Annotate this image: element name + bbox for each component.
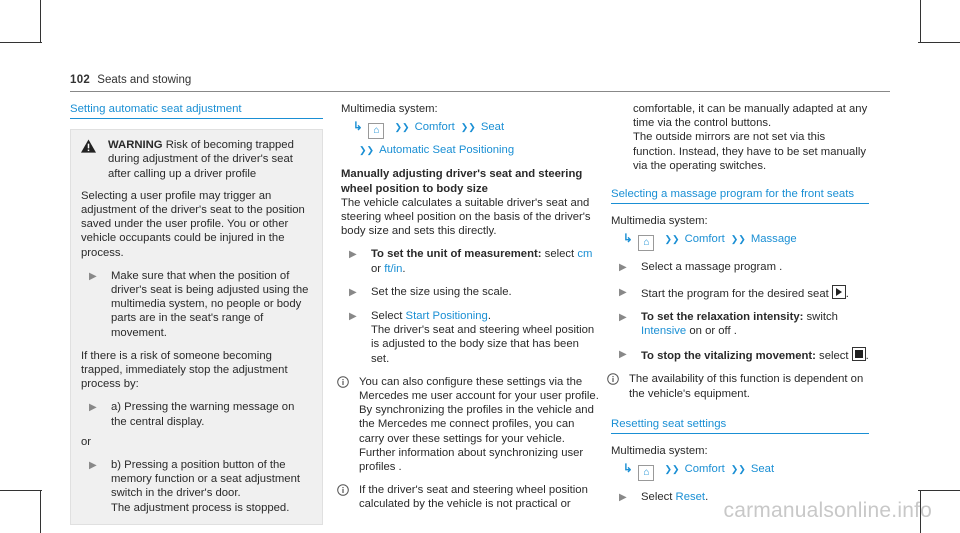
list-item: ▶ To stop the vitalizing movement: select . bbox=[611, 347, 869, 363]
step-arrow-icon: ▶ bbox=[619, 262, 627, 274]
menu-path bbox=[341, 120, 599, 139]
system-label: Multimedia system: bbox=[611, 215, 708, 228]
step-text: on or off . bbox=[689, 325, 737, 338]
system-label: Multimedia system: bbox=[341, 103, 438, 115]
option-cm: cm bbox=[577, 248, 593, 261]
menu-comfort: Comfort bbox=[684, 463, 725, 476]
crop-mark bbox=[918, 42, 960, 43]
double-chevron-icon: ❯❯ bbox=[359, 145, 375, 156]
body-text: comfortable, it can be manually adapted at any time via the control buttons. bbox=[633, 103, 868, 130]
step-text: select bbox=[544, 248, 575, 261]
menu-comfort: Comfort bbox=[414, 121, 455, 134]
menu-path bbox=[611, 462, 869, 481]
watermark: carmanualsonline.info bbox=[723, 499, 932, 522]
crop-mark bbox=[40, 0, 41, 42]
step-text: Make sure that when the position of driver's seat is being adjusted using the multimedia system, no people or body parts are in the seat's range of movement. bbox=[111, 269, 309, 339]
option-ft-in: ft/in bbox=[384, 262, 403, 275]
step-arrow-icon: ▶ bbox=[89, 402, 97, 414]
step-arrow-icon: ▶ bbox=[349, 249, 357, 261]
system-label: Multimedia system: bbox=[611, 445, 708, 458]
warning-para: If there is a risk of someone becoming trapped, immediately stop the adjustment process by: bbox=[81, 349, 288, 391]
list-item: ▶ Start the program for the desired seat . bbox=[611, 285, 869, 301]
home-icon: ⌂ bbox=[638, 465, 654, 481]
header-rule bbox=[70, 91, 890, 92]
list-item bbox=[341, 285, 599, 300]
page-number: 102 bbox=[70, 74, 91, 86]
column-3 bbox=[611, 102, 869, 505]
info-icon bbox=[607, 372, 623, 400]
option-reset: Reset bbox=[675, 491, 706, 504]
step-arrow-icon: ▶ bbox=[619, 286, 627, 298]
list-item bbox=[611, 260, 869, 275]
turn-arrow-icon: ↳ bbox=[353, 121, 363, 134]
info-icon bbox=[337, 483, 353, 511]
punct: . bbox=[487, 310, 491, 323]
body-text: The outside mirrors are not set via this function. Instead, they have to be set manually via the operating switches. bbox=[633, 131, 866, 172]
step-text: select bbox=[819, 350, 849, 363]
play-button-icon bbox=[832, 285, 846, 299]
menu-massage: Massage bbox=[750, 233, 797, 246]
column-1 bbox=[70, 102, 323, 525]
menu-seat: Seat bbox=[750, 463, 775, 476]
info-icon bbox=[337, 375, 353, 474]
double-chevron-icon: ❯❯ bbox=[664, 464, 680, 475]
option-start-positioning: Start Positioning bbox=[405, 310, 488, 323]
home-icon: ⌂ bbox=[368, 123, 384, 139]
note bbox=[337, 375, 599, 474]
list-item bbox=[341, 247, 599, 275]
list-item bbox=[81, 400, 312, 428]
menu-comfort: Comfort bbox=[684, 233, 725, 246]
note bbox=[607, 372, 869, 400]
step-text: Select bbox=[641, 491, 673, 504]
or-text: or bbox=[81, 435, 92, 448]
turn-arrow-icon: ↳ bbox=[623, 463, 633, 476]
warning-label: WARNING bbox=[108, 139, 163, 152]
step-text: b) Pressing a position button of the memory function or a seat adjustment switch in the driver's door. bbox=[111, 459, 300, 500]
punct: . bbox=[705, 491, 709, 504]
crop-mark bbox=[0, 42, 42, 43]
home-icon: ⌂ bbox=[638, 235, 654, 251]
step-arrow-icon: ▶ bbox=[89, 270, 97, 282]
step-text: Select a massage program . bbox=[641, 261, 783, 274]
crop-mark bbox=[40, 490, 41, 533]
note-text: If the driver's seat and steering wheel position calculated by the vehicle is not practical or bbox=[359, 484, 588, 511]
step-arrow-icon: ▶ bbox=[349, 286, 357, 298]
column-2 bbox=[341, 102, 599, 512]
note-text: You can also configure these settings via the Mercedes me user account for your user profile. By synchronizing the profiles in the vehicle and the Mercedes me connect profiles, you can carry over these settings for your vehicle. Further information about synchronizing user profiles . bbox=[359, 375, 599, 474]
step-label: To set the relaxation intensity: bbox=[641, 310, 804, 323]
step-arrow-icon: ▶ bbox=[619, 492, 627, 504]
double-chevron-icon: ❯❯ bbox=[394, 122, 410, 133]
step-text: a) Pressing the warning message on the central display. bbox=[111, 401, 295, 428]
punct: . bbox=[402, 262, 406, 275]
page-header bbox=[70, 74, 191, 86]
step-arrow-icon: ▶ bbox=[349, 311, 357, 323]
step-text: Set the size using the scale. bbox=[371, 285, 512, 298]
menu-seat: Seat bbox=[480, 121, 505, 134]
double-chevron-icon: ❯❯ bbox=[460, 122, 476, 133]
warning-triangle-icon bbox=[81, 139, 96, 153]
section-title: Setting automatic seat adjustment bbox=[70, 102, 323, 119]
double-chevron-icon: ❯❯ bbox=[664, 234, 680, 245]
step-text: Select bbox=[371, 310, 403, 323]
note-text: The availability of this function is dependent on the vehicle's equipment. bbox=[629, 373, 864, 400]
option-intensive: Intensive bbox=[641, 325, 687, 338]
step-label: To stop the vitalizing movement: bbox=[641, 350, 816, 363]
list-item bbox=[81, 269, 312, 340]
menu-path bbox=[341, 143, 599, 157]
step-result: The adjustment process is stopped. bbox=[111, 501, 290, 514]
step-text: switch bbox=[806, 310, 838, 323]
crop-mark bbox=[0, 490, 42, 491]
section-title: Resetting seat settings bbox=[611, 417, 869, 434]
list-item bbox=[341, 309, 599, 366]
warning-heading bbox=[108, 138, 312, 181]
step-arrow-icon: ▶ bbox=[89, 460, 97, 472]
list-item bbox=[611, 310, 869, 338]
crop-mark bbox=[920, 0, 921, 42]
step-result: The driver's seat and steering wheel position is adjusted to the body size that has been set. bbox=[371, 324, 595, 365]
chapter-title: Seats and stowing bbox=[97, 74, 192, 86]
step-text: or bbox=[371, 262, 382, 275]
warning-para: Selecting a user profile may trigger an adjustment of the driver's seat to the position saved under the user profile. You or other vehicle occupants could be injured in the process. bbox=[81, 189, 305, 259]
step-label: To set the unit of measurement: bbox=[371, 248, 542, 261]
stop-button-icon bbox=[852, 347, 866, 361]
warning-text: Risk of becoming trapped during adjustment of the driver's seat after calling up a driver profile bbox=[108, 139, 294, 180]
body-text: The vehicle calculates a suitable driver's seat and steering wheel position on the basis of the driver's body size and sets this directly. bbox=[341, 196, 591, 238]
turn-arrow-icon: ↳ bbox=[623, 233, 633, 246]
step-arrow-icon: ▶ bbox=[619, 311, 627, 323]
double-chevron-icon: ❯❯ bbox=[730, 234, 746, 245]
note bbox=[337, 483, 599, 511]
list-item bbox=[81, 458, 312, 515]
double-chevron-icon: ❯❯ bbox=[730, 464, 746, 475]
subheading: Manually adjusting driver's seat and steering wheel position to body size bbox=[341, 168, 583, 195]
warning-box bbox=[70, 129, 323, 525]
menu-automatic-seat-positioning: Automatic Seat Positioning bbox=[379, 144, 515, 157]
crop-mark bbox=[918, 490, 960, 491]
step-arrow-icon: ▶ bbox=[619, 349, 627, 361]
step-text: Start the program for the desired seat bbox=[641, 287, 829, 300]
menu-path bbox=[611, 232, 869, 251]
section-title: Selecting a massage program for the front seats bbox=[611, 187, 869, 204]
